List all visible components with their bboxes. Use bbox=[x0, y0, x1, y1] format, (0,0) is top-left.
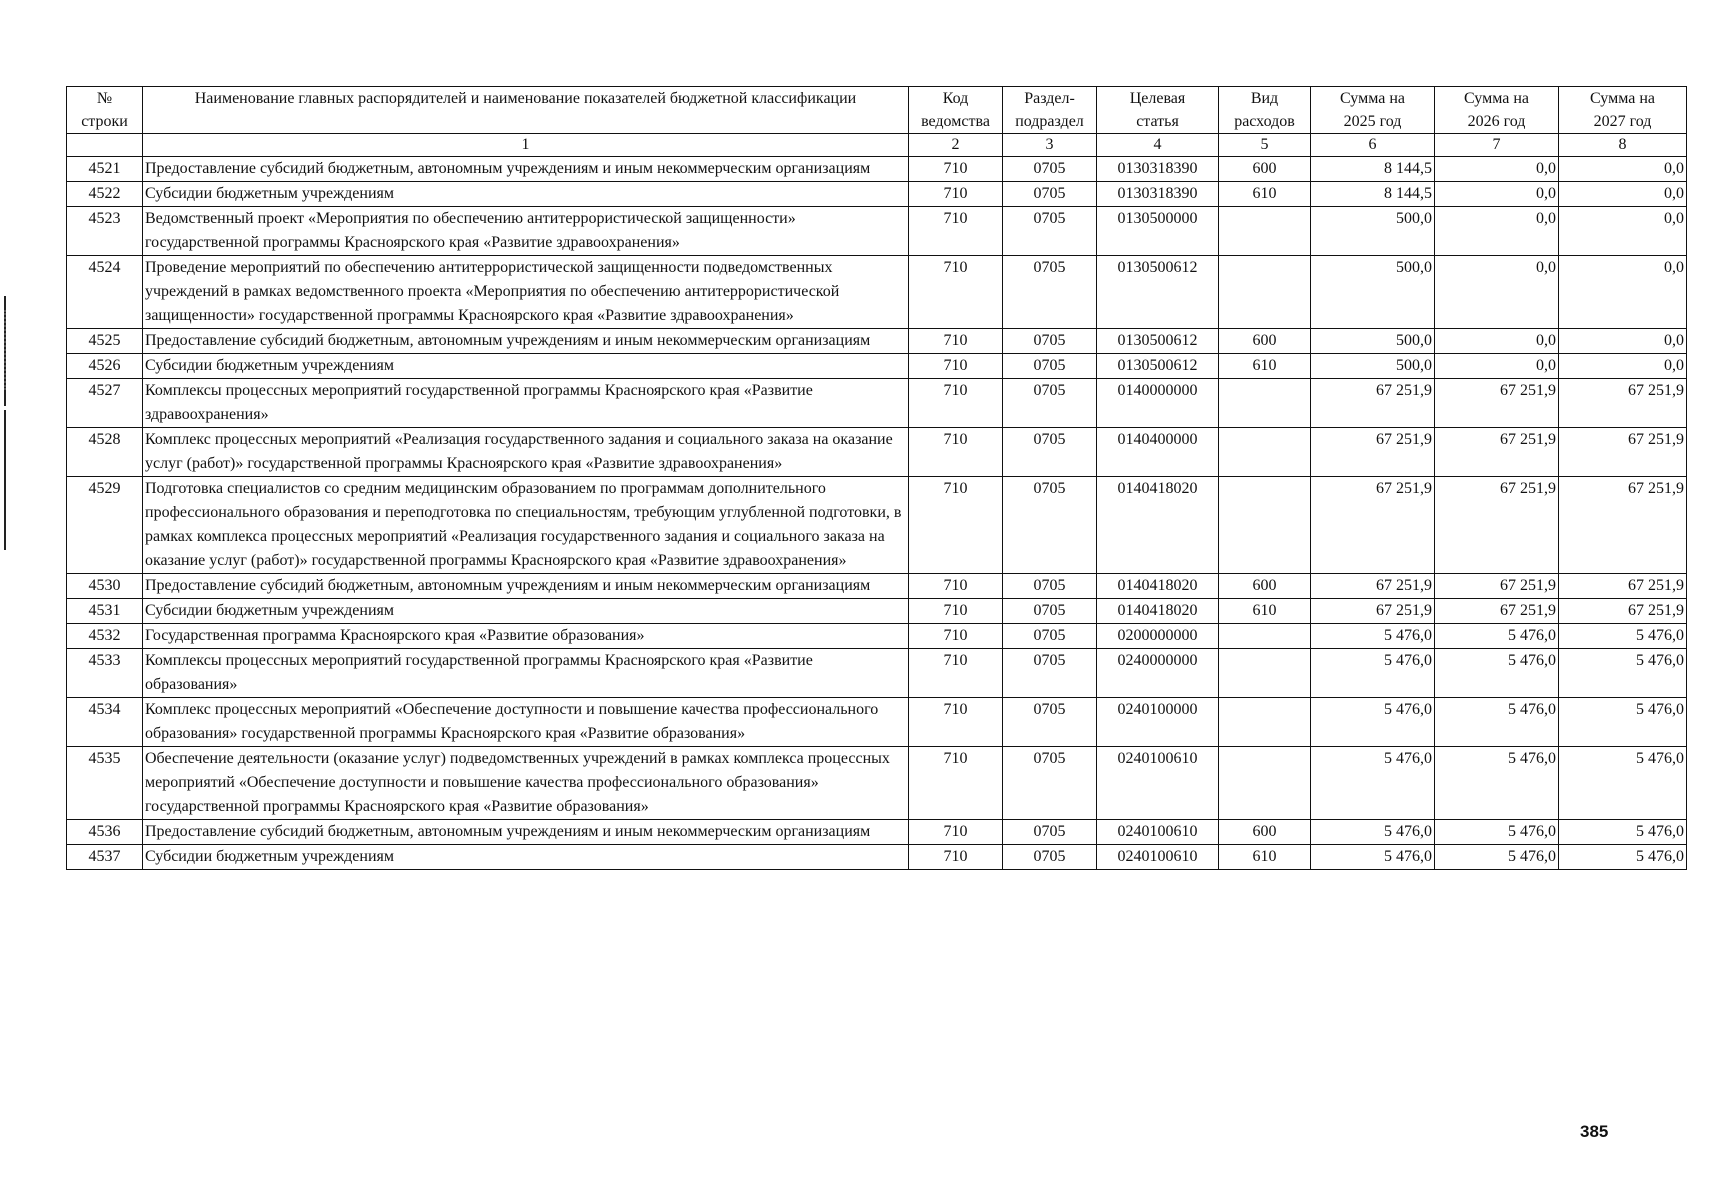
row-sum-2027: 0,0 bbox=[1559, 354, 1687, 379]
row-sum-2026: 67 251,9 bbox=[1435, 477, 1559, 574]
row-number: 4522 bbox=[67, 182, 143, 207]
row-sum-2026: 67 251,9 bbox=[1435, 599, 1559, 624]
row-sum-2027: 0,0 bbox=[1559, 157, 1687, 182]
row-dept-code: 710 bbox=[909, 574, 1003, 599]
page-number: 385 bbox=[1580, 1122, 1609, 1141]
row-section: 0705 bbox=[1003, 820, 1097, 845]
row-sum-2027: 0,0 bbox=[1559, 329, 1687, 354]
row-sum-2027: 67 251,9 bbox=[1559, 379, 1687, 428]
row-dept-code: 710 bbox=[909, 157, 1003, 182]
row-sum-2026: 5 476,0 bbox=[1435, 649, 1559, 698]
row-exp-type: 610 bbox=[1219, 182, 1311, 207]
table-row bbox=[67, 256, 1687, 329]
table-row bbox=[67, 574, 1687, 599]
row-exp-type bbox=[1219, 698, 1311, 747]
row-target: 0140000000 bbox=[1097, 379, 1219, 428]
row-section: 0705 bbox=[1003, 599, 1097, 624]
table-row bbox=[67, 747, 1687, 820]
table-body bbox=[67, 134, 1687, 870]
row-name: Подготовка специалистов со средним медицинским образованием по программам дополнительного профессионального образования и переподготовка по специальностям, требующим углубленной подготовки, в рамках комплекса процессных мероприятий «Реализация государственного задания и социального заказа на оказание услуг (работ)» государственной программы Красноярского края «Развитие здравоохранения» bbox=[143, 477, 909, 574]
row-sum-2027: 5 476,0 bbox=[1559, 820, 1687, 845]
row-sum-2027: 5 476,0 bbox=[1559, 624, 1687, 649]
row-exp-type bbox=[1219, 379, 1311, 428]
header-section: Раздел- подраздел bbox=[1003, 87, 1097, 134]
row-section: 0705 bbox=[1003, 477, 1097, 574]
row-sum-2026: 0,0 bbox=[1435, 207, 1559, 256]
row-target: 0240100610 bbox=[1097, 845, 1219, 870]
table-row bbox=[67, 698, 1687, 747]
table-row bbox=[67, 207, 1687, 256]
row-sum-2025: 67 251,9 bbox=[1311, 428, 1435, 477]
header-exp-type: Вид расходов bbox=[1219, 87, 1311, 134]
row-name: Предоставление субсидий бюджетным, автономным учреждениям и иным некоммерческим организациям bbox=[143, 574, 909, 599]
header-sum-2026: Сумма на 2026 год bbox=[1435, 87, 1559, 134]
column-number: 5 bbox=[1219, 134, 1311, 157]
row-target: 0140418020 bbox=[1097, 574, 1219, 599]
table-row bbox=[67, 477, 1687, 574]
row-sum-2025: 5 476,0 bbox=[1311, 649, 1435, 698]
table-row bbox=[67, 428, 1687, 477]
row-sum-2027: 5 476,0 bbox=[1559, 747, 1687, 820]
row-number: 4523 bbox=[67, 207, 143, 256]
row-target: 0130500612 bbox=[1097, 354, 1219, 379]
row-exp-type: 600 bbox=[1219, 574, 1311, 599]
row-target: 0130318390 bbox=[1097, 157, 1219, 182]
row-exp-type: 610 bbox=[1219, 845, 1311, 870]
row-sum-2025: 5 476,0 bbox=[1311, 624, 1435, 649]
row-section: 0705 bbox=[1003, 428, 1097, 477]
row-exp-type bbox=[1219, 428, 1311, 477]
row-exp-type bbox=[1219, 207, 1311, 256]
row-exp-type: 610 bbox=[1219, 354, 1311, 379]
row-name: Субсидии бюджетным учреждениям bbox=[143, 599, 909, 624]
row-exp-type: 600 bbox=[1219, 157, 1311, 182]
row-target: 0140418020 bbox=[1097, 599, 1219, 624]
row-dept-code: 710 bbox=[909, 698, 1003, 747]
column-number-row bbox=[67, 134, 1687, 157]
row-exp-type bbox=[1219, 477, 1311, 574]
row-sum-2025: 8 144,5 bbox=[1311, 182, 1435, 207]
row-number: 4526 bbox=[67, 354, 143, 379]
row-sum-2026: 0,0 bbox=[1435, 329, 1559, 354]
column-number: 2 bbox=[909, 134, 1003, 157]
row-section: 0705 bbox=[1003, 256, 1097, 329]
row-exp-type: 600 bbox=[1219, 820, 1311, 845]
row-sum-2027: 67 251,9 bbox=[1559, 477, 1687, 574]
row-section: 0705 bbox=[1003, 747, 1097, 820]
header-target: Целевая статья bbox=[1097, 87, 1219, 134]
row-number: 4537 bbox=[67, 845, 143, 870]
row-section: 0705 bbox=[1003, 157, 1097, 182]
row-sum-2025: 5 476,0 bbox=[1311, 747, 1435, 820]
row-sum-2025: 67 251,9 bbox=[1311, 599, 1435, 624]
row-dept-code: 710 bbox=[909, 329, 1003, 354]
row-section: 0705 bbox=[1003, 845, 1097, 870]
row-sum-2027: 67 251,9 bbox=[1559, 574, 1687, 599]
row-number: 4535 bbox=[67, 747, 143, 820]
row-sum-2027: 5 476,0 bbox=[1559, 845, 1687, 870]
row-sum-2027: 67 251,9 bbox=[1559, 428, 1687, 477]
row-target: 0130500612 bbox=[1097, 329, 1219, 354]
column-number: 6 bbox=[1311, 134, 1435, 157]
table-row bbox=[67, 182, 1687, 207]
row-sum-2027: 0,0 bbox=[1559, 207, 1687, 256]
row-section: 0705 bbox=[1003, 698, 1097, 747]
row-number: 4524 bbox=[67, 256, 143, 329]
row-target: 0130500000 bbox=[1097, 207, 1219, 256]
row-name: Комплекс процессных мероприятий «Обеспечение доступности и повышение качества профессионального образования» государственной программы Красноярского края «Развитие образования» bbox=[143, 698, 909, 747]
row-sum-2026: 67 251,9 bbox=[1435, 379, 1559, 428]
row-name: Комплекс процессных мероприятий «Реализация государственного задания и социального заказа на оказание услуг (работ)» государственной программы Красноярского края «Развитие здравоохранения» bbox=[143, 428, 909, 477]
table-row bbox=[67, 599, 1687, 624]
row-dept-code: 710 bbox=[909, 747, 1003, 820]
row-number: 4525 bbox=[67, 329, 143, 354]
row-sum-2025: 5 476,0 bbox=[1311, 820, 1435, 845]
header-sum-2027: Сумма на 2027 год bbox=[1559, 87, 1687, 134]
column-number: 4 bbox=[1097, 134, 1219, 157]
row-dept-code: 710 bbox=[909, 477, 1003, 574]
column-number: 8 bbox=[1559, 134, 1687, 157]
row-dept-code: 710 bbox=[909, 354, 1003, 379]
row-section: 0705 bbox=[1003, 207, 1097, 256]
row-dept-code: 710 bbox=[909, 379, 1003, 428]
table-row bbox=[67, 649, 1687, 698]
budget-table bbox=[66, 86, 1687, 870]
row-exp-type bbox=[1219, 649, 1311, 698]
table-row bbox=[67, 354, 1687, 379]
row-sum-2026: 5 476,0 bbox=[1435, 820, 1559, 845]
row-sum-2025: 500,0 bbox=[1311, 329, 1435, 354]
row-sum-2025: 5 476,0 bbox=[1311, 845, 1435, 870]
row-dept-code: 710 bbox=[909, 182, 1003, 207]
row-name: Комплексы процессных мероприятий государственной программы Красноярского края «Развитие здравоохранения» bbox=[143, 379, 909, 428]
row-number: 4532 bbox=[67, 624, 143, 649]
row-sum-2026: 0,0 bbox=[1435, 354, 1559, 379]
row-sum-2027: 5 476,0 bbox=[1559, 698, 1687, 747]
row-number: 4527 bbox=[67, 379, 143, 428]
row-number: 4533 bbox=[67, 649, 143, 698]
row-sum-2026: 67 251,9 bbox=[1435, 428, 1559, 477]
row-name: Проведение мероприятий по обеспечению антитеррористической защищенности подведомственных учреждений в рамках ведомственного проекта «Мероприятия по обеспечению антитеррористической защищенности» государственной программы Красноярского края «Развитие здравоохранения» bbox=[143, 256, 909, 329]
row-target: 0130318390 bbox=[1097, 182, 1219, 207]
row-sum-2026: 67 251,9 bbox=[1435, 574, 1559, 599]
row-number: 4521 bbox=[67, 157, 143, 182]
row-target: 0240100610 bbox=[1097, 820, 1219, 845]
column-number: 7 bbox=[1435, 134, 1559, 157]
row-sum-2027: 67 251,9 bbox=[1559, 599, 1687, 624]
row-exp-type: 600 bbox=[1219, 329, 1311, 354]
margin-mark bbox=[4, 410, 6, 550]
row-name: Государственная программа Красноярского края «Развитие образования» bbox=[143, 624, 909, 649]
header-row-no: № строки bbox=[67, 87, 143, 134]
row-sum-2026: 0,0 bbox=[1435, 182, 1559, 207]
row-dept-code: 710 bbox=[909, 649, 1003, 698]
row-dept-code: 710 bbox=[909, 845, 1003, 870]
table-row bbox=[67, 157, 1687, 182]
table-row bbox=[67, 379, 1687, 428]
row-sum-2027: 0,0 bbox=[1559, 182, 1687, 207]
margin-dots bbox=[4, 310, 6, 390]
row-number: 4530 bbox=[67, 574, 143, 599]
row-sum-2025: 500,0 bbox=[1311, 207, 1435, 256]
row-name: Ведомственный проект «Мероприятия по обеспечению антитеррористической защищенности» государственной программы Красноярского края «Развитие здравоохранения» bbox=[143, 207, 909, 256]
row-target: 0200000000 bbox=[1097, 624, 1219, 649]
row-number: 4534 bbox=[67, 698, 143, 747]
row-section: 0705 bbox=[1003, 379, 1097, 428]
row-name: Предоставление субсидий бюджетным, автономным учреждениям и иным некоммерческим организациям bbox=[143, 329, 909, 354]
budget-sheet bbox=[66, 86, 1686, 870]
row-sum-2025: 67 251,9 bbox=[1311, 574, 1435, 599]
row-sum-2026: 5 476,0 bbox=[1435, 747, 1559, 820]
row-dept-code: 710 bbox=[909, 256, 1003, 329]
row-target: 0240100000 bbox=[1097, 698, 1219, 747]
column-number: 3 bbox=[1003, 134, 1097, 157]
row-dept-code: 710 bbox=[909, 624, 1003, 649]
row-sum-2025: 8 144,5 bbox=[1311, 157, 1435, 182]
row-number: 4529 bbox=[67, 477, 143, 574]
row-sum-2026: 0,0 bbox=[1435, 256, 1559, 329]
row-exp-type: 610 bbox=[1219, 599, 1311, 624]
row-dept-code: 710 bbox=[909, 207, 1003, 256]
row-sum-2025: 500,0 bbox=[1311, 256, 1435, 329]
row-name: Субсидии бюджетным учреждениям bbox=[143, 354, 909, 379]
row-sum-2025: 5 476,0 bbox=[1311, 698, 1435, 747]
row-section: 0705 bbox=[1003, 329, 1097, 354]
table-row bbox=[67, 329, 1687, 354]
row-sum-2025: 67 251,9 bbox=[1311, 477, 1435, 574]
row-name: Субсидии бюджетным учреждениям bbox=[143, 845, 909, 870]
row-target: 0130500612 bbox=[1097, 256, 1219, 329]
row-dept-code: 710 bbox=[909, 820, 1003, 845]
header-sum-2025: Сумма на 2025 год bbox=[1311, 87, 1435, 134]
row-exp-type bbox=[1219, 256, 1311, 329]
row-sum-2026: 0,0 bbox=[1435, 157, 1559, 182]
row-number: 4536 bbox=[67, 820, 143, 845]
row-section: 0705 bbox=[1003, 649, 1097, 698]
row-name: Предоставление субсидий бюджетным, автономным учреждениям и иным некоммерческим организациям bbox=[143, 820, 909, 845]
row-sum-2027: 5 476,0 bbox=[1559, 649, 1687, 698]
column-number: 1 bbox=[143, 134, 909, 157]
row-name: Предоставление субсидий бюджетным, автономным учреждениям и иным некоммерческим организациям bbox=[143, 157, 909, 182]
table-row bbox=[67, 845, 1687, 870]
row-name: Комплексы процессных мероприятий государственной программы Красноярского края «Развитие образования» bbox=[143, 649, 909, 698]
table-row bbox=[67, 820, 1687, 845]
row-exp-type bbox=[1219, 747, 1311, 820]
row-dept-code: 710 bbox=[909, 428, 1003, 477]
table-header bbox=[67, 87, 1687, 134]
row-section: 0705 bbox=[1003, 182, 1097, 207]
row-target: 0240100610 bbox=[1097, 747, 1219, 820]
row-target: 0140400000 bbox=[1097, 428, 1219, 477]
row-name: Субсидии бюджетным учреждениям bbox=[143, 182, 909, 207]
row-sum-2025: 67 251,9 bbox=[1311, 379, 1435, 428]
row-section: 0705 bbox=[1003, 354, 1097, 379]
row-sum-2025: 500,0 bbox=[1311, 354, 1435, 379]
table-row bbox=[67, 624, 1687, 649]
row-dept-code: 710 bbox=[909, 599, 1003, 624]
header-dept-code: Код ведомства bbox=[909, 87, 1003, 134]
row-section: 0705 bbox=[1003, 574, 1097, 599]
header-name: Наименование главных распорядителей и наименование показателей бюджетной классификации bbox=[143, 87, 909, 134]
row-target: 0140418020 bbox=[1097, 477, 1219, 574]
row-name: Обеспечение деятельности (оказание услуг) подведомственных учреждений в рамках комплекса процессных мероприятий «Обеспечение доступности и повышение качества профессионального образования» государственной программы Красноярского края «Развитие образования» bbox=[143, 747, 909, 820]
row-sum-2026: 5 476,0 bbox=[1435, 698, 1559, 747]
row-exp-type bbox=[1219, 624, 1311, 649]
row-sum-2027: 0,0 bbox=[1559, 256, 1687, 329]
row-sum-2026: 5 476,0 bbox=[1435, 845, 1559, 870]
row-section: 0705 bbox=[1003, 624, 1097, 649]
row-number: 4531 bbox=[67, 599, 143, 624]
row-number: 4528 bbox=[67, 428, 143, 477]
row-target: 0240000000 bbox=[1097, 649, 1219, 698]
column-number bbox=[67, 134, 143, 157]
row-sum-2026: 5 476,0 bbox=[1435, 624, 1559, 649]
